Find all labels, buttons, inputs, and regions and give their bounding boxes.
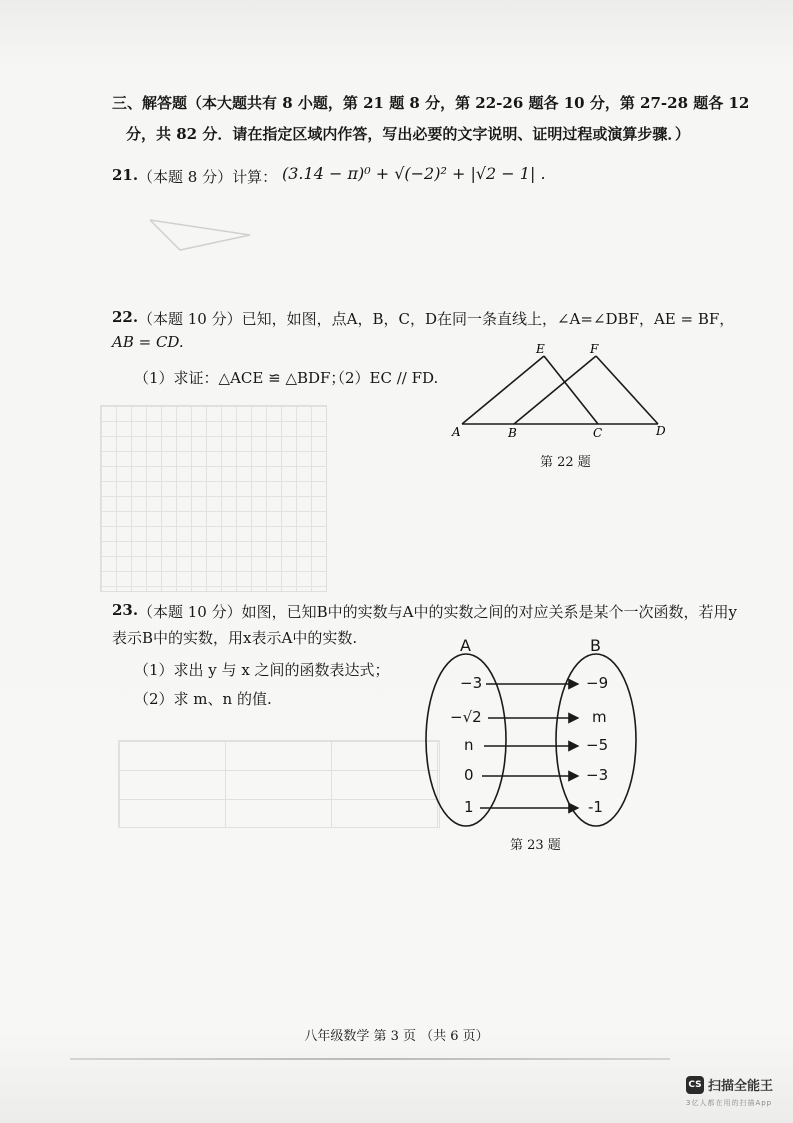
q21-prefix: （本题 8 分）计算： xyxy=(138,168,278,186)
bleed-through-table xyxy=(118,740,440,828)
q23-figure xyxy=(416,632,666,832)
q23-part1: （1）求出 y 与 x 之间的函数表达式； xyxy=(134,661,390,679)
set-b-value-3: −5 xyxy=(586,736,609,754)
q22-part1: （1）求证：△ACE ≌ △BDF； xyxy=(134,369,346,387)
scanner-watermark xyxy=(686,1075,773,1094)
q23-figure-caption: 第 23 题 xyxy=(510,838,561,853)
section-header-line2: 分，共 82 分．请在指定区域内作答，写出必要的文字说明、证明过程或演算步骤．） xyxy=(126,125,690,143)
set-a-value-4: 0 xyxy=(464,766,474,784)
set-b-value-5: -1 xyxy=(588,798,603,816)
bleed-through-grid xyxy=(100,405,327,592)
q22-figure xyxy=(448,340,678,440)
scanner-logo-icon: CS xyxy=(686,1076,704,1094)
q22-line1: （本题 10 分）已知，如图，点A，B，C，D在同一条直线上，∠A=∠DBF，AE = BF， xyxy=(138,310,735,328)
set-a-label: A xyxy=(460,636,471,655)
set-a-value-2: −√2 xyxy=(450,708,482,726)
q21-expression: (3.14 − π)⁰ + √(−2)² + |√2 − 1| . xyxy=(282,164,546,183)
point-label-D: D xyxy=(656,424,666,438)
point-label-B: B xyxy=(508,426,517,440)
set-b-value-4: −3 xyxy=(586,766,609,784)
q23-line2: 表示B中的实数，用x表示A中的实数. xyxy=(112,629,358,647)
q23-line1: （本题 10 分）如图，已知B中的实数与A中的实数之间的对应关系是某个一次函数，若用y xyxy=(138,603,737,621)
point-label-C: C xyxy=(593,426,603,440)
q23-part2: （2）求 m、n 的值. xyxy=(134,690,272,708)
q22-part2: （2）EC // FD. xyxy=(330,369,439,387)
scanner-tagline: 3亿人都在用的扫描App xyxy=(686,1099,773,1107)
section-header-line1: 三、解答题（本大题共有 8 小题，第 21 题 8 分，第 22-26 题各 10 分，第 27-28 题各 12 xyxy=(112,94,750,112)
scan-edge-line xyxy=(70,1058,670,1060)
point-label-F: F xyxy=(590,342,599,356)
set-a-value-3: n xyxy=(464,736,474,754)
point-label-A: A xyxy=(452,425,461,439)
q22-figure-caption: 第 22 题 xyxy=(540,455,591,470)
set-b-value-1: −9 xyxy=(586,674,609,692)
scanner-name: 扫描全能王 xyxy=(708,1079,774,1094)
q23-number: 23. xyxy=(112,601,139,619)
point-label-E: E xyxy=(536,342,545,356)
set-b-label: B xyxy=(590,636,601,655)
set-a-value-1: −3 xyxy=(460,674,483,692)
page-footer: 八年级数学 第 3 页 （共 6 页） xyxy=(304,1029,489,1044)
bleed-through-triangle xyxy=(140,180,270,270)
bleed-through-text xyxy=(430,66,508,85)
q21-number: 21. xyxy=(112,166,139,184)
q22-number: 22. xyxy=(112,308,139,326)
q22-line2: AB = CD. xyxy=(112,333,184,351)
set-a-value-5: 1 xyxy=(464,798,474,816)
set-b-value-2: m xyxy=(592,708,607,726)
